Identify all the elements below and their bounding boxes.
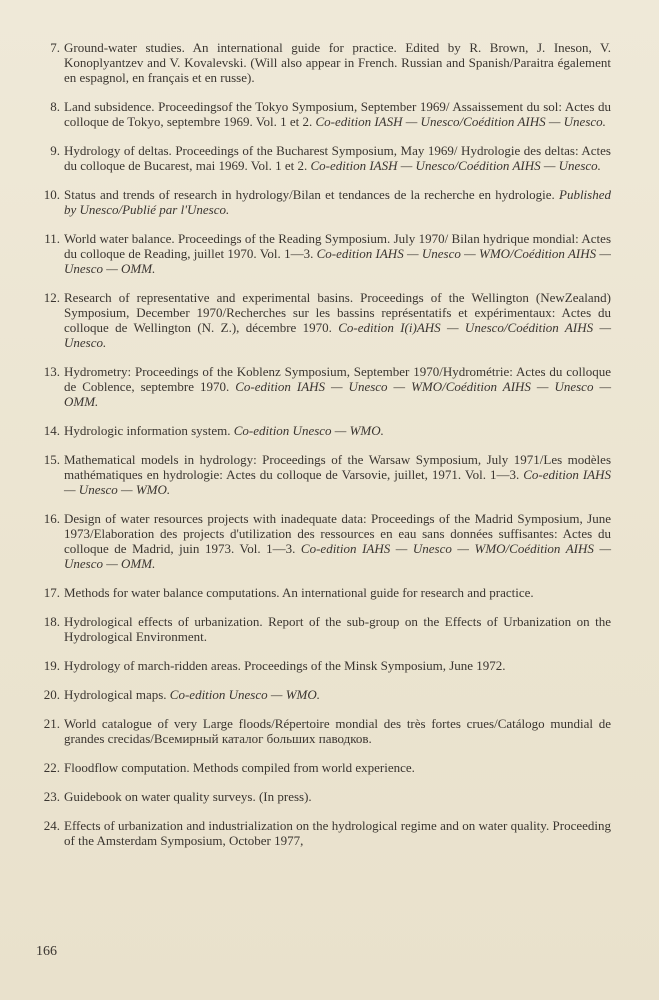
entry-text: Mathematical models in hydrology: Proceedings of the Warsaw Symposium, July 1971/Les modèles mathématiques en hydrologie: Actes du colloque de Varsovie, juillet, 1971. Vol. 1—3. Co-edition IAHS — Unesco — WMO. [64,452,611,497]
entry-text: Design of water resources projects with inadequate data: Proceedings of the Madrid Symposium, June 1973/Elaboration des projects d'utilization des ressources en eau sans données suffisantes: Actes du colloque de Madrid, juin 1973. Vol. 1—3. Co-edition IAHS — Unesco — WMO/Coédition AIHS — Unesco — OMM. [64,511,611,571]
entry-text: Effects of urbanization and industrialization on the hydrological regime and on water quality. Proceeding of the Amsterdam Symposium, October 1977, [64,818,611,848]
list-item [28,231,611,276]
entry-number: 17. [43,585,60,600]
entry-number: 11. [44,231,60,246]
entry-number: 12. [43,290,60,305]
entry-number: 7. [50,40,60,55]
list-item [28,687,611,702]
entry-text: World catalogue of very Large floods/Répertoire mondial des très fortes crues/Catálogo mundial de grandes crecidas/Всемирный каталог больших паводков. [64,716,611,746]
page-number: 166 [36,944,57,959]
entry-text: Floodflow computation. Methods compiled from world experience. [64,760,415,775]
list-item [28,187,611,217]
entry-number: 13. [43,364,60,379]
publication-list [28,40,611,848]
entry-number: 21. [43,716,60,731]
entry-text: Hydrometry: Proceedings of the Koblenz Symposium, September 1970/Hydrométrie: Actes du colloque de Coblence, septembre 1970. Co-edition IAHS — Unesco — WMO/Coédition AIHS — Unesco — OMM. [64,364,612,409]
entry-number: 8. [50,99,60,114]
entry-number: 15. [43,452,60,467]
entry-text: Ground-water studies. An international guide for practice. Edited by R. Brown, J. Ineson, V. Konoplyantzev and V. Kovalevski. (Will also appear in French. Russian and Spanish/Paraitra également en espagnol, en français et en russe). [64,40,611,85]
list-item [28,99,611,129]
entry-number: 18. [43,614,60,629]
list-item [28,585,611,600]
entry-number: 22. [43,760,60,775]
entry-text: Hydrology of deltas. Proceedings of the Bucharest Symposium, May 1969/ Hydrologie des deltas: Actes du colloque de Bucarest, mai 1969. Vol. 1 et 2. Co-edition IASH — Unesco/Coédition AIHS — Unesco. [64,143,611,173]
entry-text: World water balance. Proceedings of the Reading Symposium. July 1970/ Bilan hydrique mondial: Actes du colloque de Reading, juillet 1970. Vol. 1—3. Co-edition IAHS — Unesco — WMO/Coédition AIHS — Unesco — OMM. [64,231,611,276]
entry-text: Hydrologic information system. Co-edition Unesco — WMO. [64,423,384,438]
entry-text: Guidebook on water quality surveys. (In press). [64,789,312,804]
entry-text: Land subsidence. Proceedingsof the Tokyo Symposium, September 1969/ Assaissement du sol: Actes du colloque de Tokyo, septembre 1969. Vol. 1 et 2. Co-edition IASH — Unesco/Coédition AIHS — Unesco. [64,99,611,129]
list-item [28,364,611,409]
list-item [28,614,611,644]
entry-text: Research of representative and experimental basins. Proceedings of the Wellington (NewZealand) Symposium, December 1970/Recherches sur les bassins représentatifs et expérimentaux: Actes du colloque de Wellington (N. Z.), décembre 1970. Co-edition I(i)AHS — Unesco/Coédition AIHS — Unesco. [64,290,612,350]
list-item [28,423,611,438]
entry-text: Hydrology of march-ridden areas. Proceedings of the Minsk Symposium, June 1972. [64,658,506,673]
list-item [28,40,611,85]
list-item [28,452,611,497]
list-item [28,290,611,350]
entry-number: 10. [43,187,60,202]
entry-text: Hydrological effects of urbanization. Report of the sub-group on the Effects of Urbanization on the Hydrological Environment. [64,614,611,644]
list-item [28,760,611,775]
list-item [28,818,611,848]
entry-number: 24. [43,818,60,833]
entry-text: Status and trends of research in hydrology/Bilan et tendances de la recherche en hydrologie. Published by Unesco/Publié par l'Unesco. [64,187,611,217]
entry-number: 9. [50,143,60,158]
list-item [28,716,611,746]
entry-number: 14. [43,423,60,438]
list-item [28,511,611,571]
entry-text: Hydrological maps. Co-edition Unesco — WMO. [64,687,320,702]
entry-number: 20. [43,687,60,702]
entry-number: 16. [43,511,60,526]
entry-number: 23. [43,789,60,804]
list-item [28,789,611,804]
list-item [28,658,611,673]
entry-number: 19. [43,658,60,673]
list-item [28,143,611,173]
entry-text: Methods for water balance computations. An international guide for research and practice. [64,585,534,600]
